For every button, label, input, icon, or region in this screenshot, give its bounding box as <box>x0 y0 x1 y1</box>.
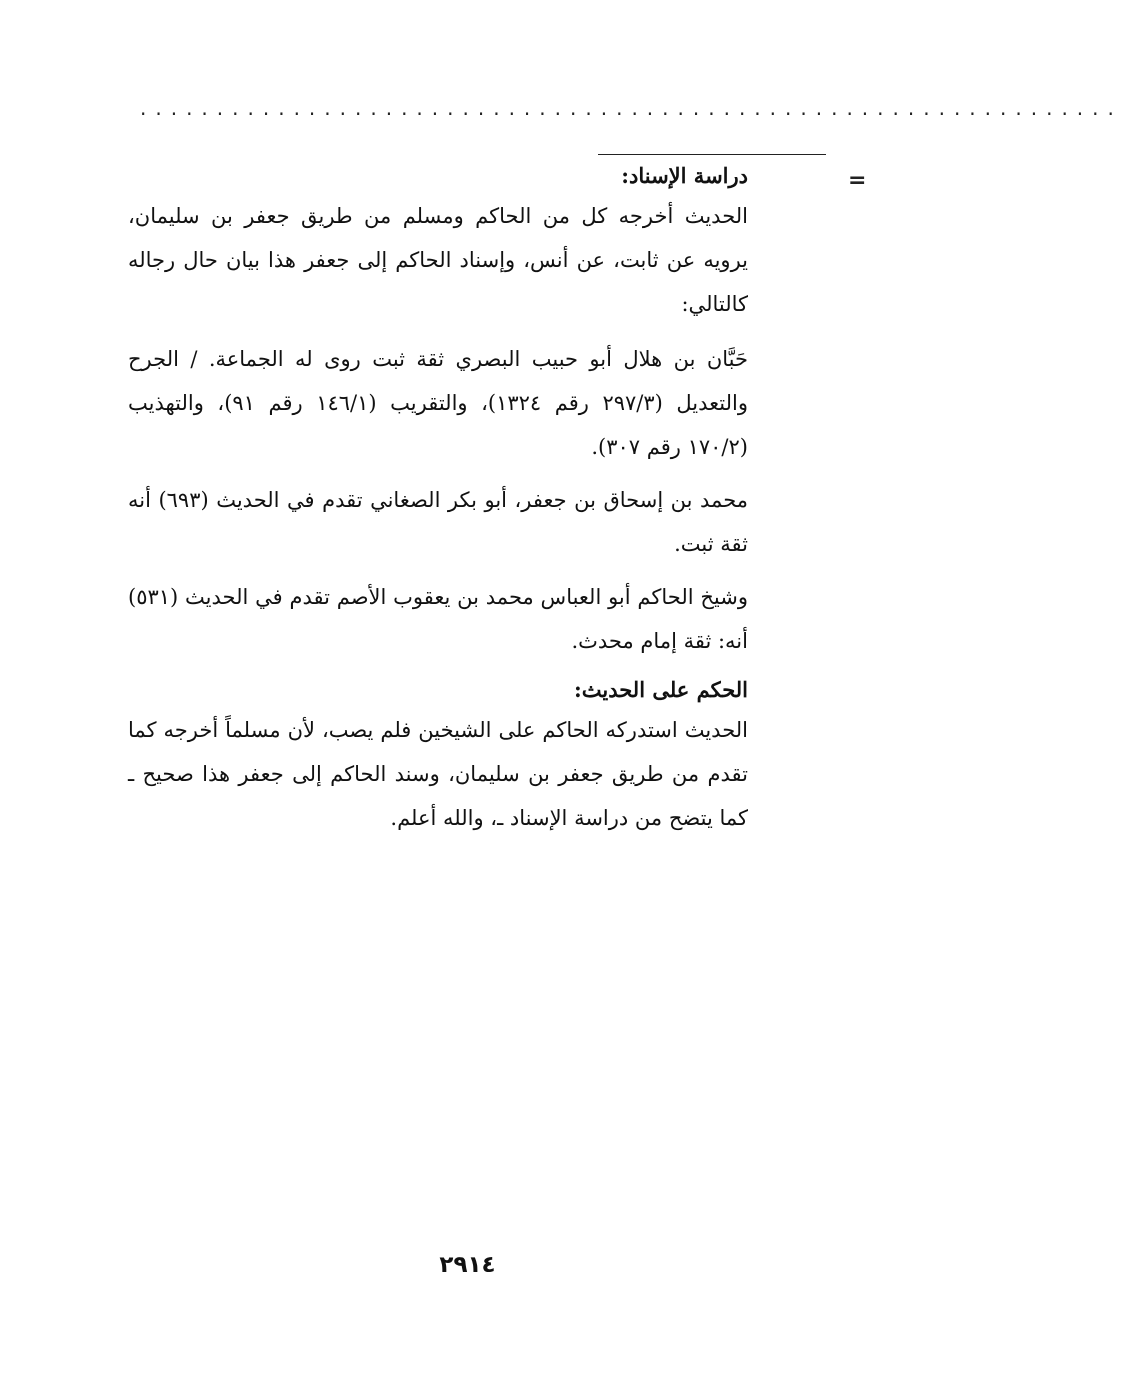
narrator-saghani: محمد بن إسحاق بن جعفر، أبو بكر الصغاني تقدم في الحديث (٦٩٣) أنه ثقة ثبت. <box>128 488 748 556</box>
heading-rule <box>598 154 826 155</box>
page-number: ٢٩١٤ <box>439 1252 496 1278</box>
narrator-asamm: وشيخ الحاكم أبو العباس محمد بن يعقوب الأصم تقدم في الحديث (٥٣١) أنه: ثقة إمام محدث. <box>128 585 748 653</box>
isnad-heading: دراسة الإسناد: <box>621 163 748 188</box>
ruling-heading: الحكم على الحديث: <box>574 677 748 702</box>
main-content <box>128 158 748 849</box>
narrator-hibban: حَبَّان بن هلال أبو حبيب البصري ثقة ثبت روى له الجماعة. / الجرح والتعديل (٢٩٧/٣ رقم ١٣٢٤)، والتقريب (١٤٦/١ رقم ٩١)، والتهذيب (١٧٠/٢ رقم ٣٠٧). <box>128 347 748 459</box>
margin-mark: = <box>848 168 867 193</box>
ruling-text: الحديث استدركه الحاكم على الشيخين فلم يصب، لأن مسلماً أخرجه كما تقدم من طريق جعفر بن سليمان، وسند الحاكم إلى جعفر هذا صحيح ـ كما يتضح من دراسة الإسناد ـ، والله أعلم. <box>128 718 748 830</box>
dotted-separator: ................................................................ <box>140 96 1123 120</box>
isnad-intro: الحديث أخرجه كل من الحاكم ومسلم من طريق جعفر بن سليمان، يرويه عن ثابت، عن أنس، وإسناد الحاكم إلى جعفر هذا بيان حال رجاله كالتالي: <box>128 204 748 316</box>
